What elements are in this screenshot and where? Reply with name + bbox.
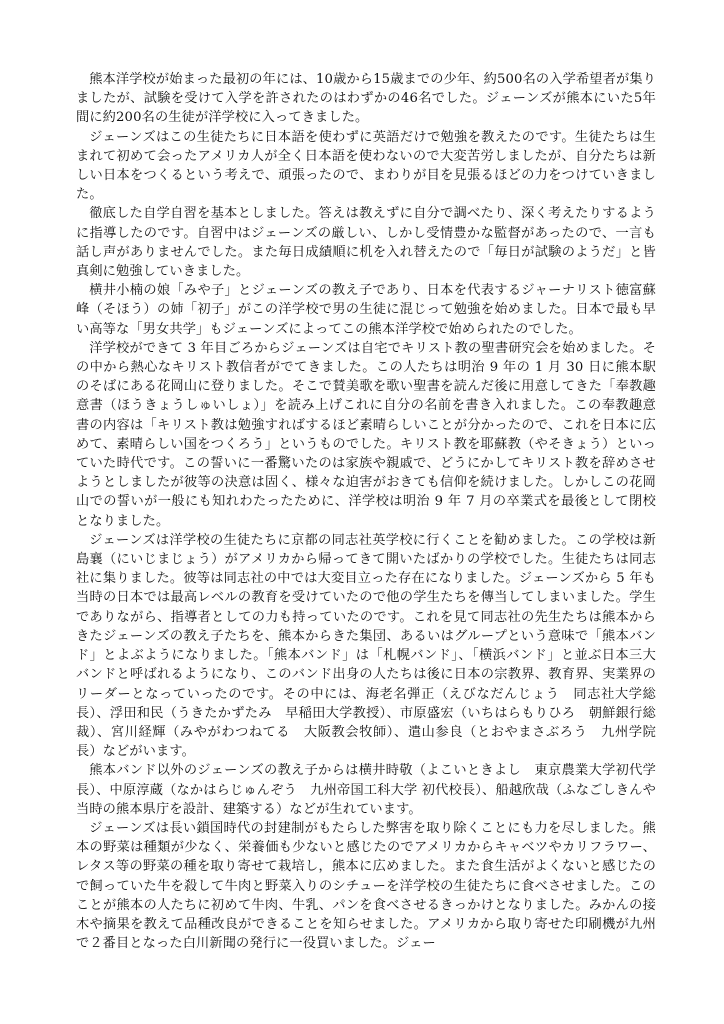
paragraph-1: 熊本洋学校が始まった最初の年には、10歳から15歳までの少年、約500名の入学希望者が集りましたが、試験を受けて入学を許されたのはわずかの46名でした。ジェーンズが熊本にいた5年間に約200名の生徒が洋学校に入ってきました。 bbox=[76, 72, 656, 126]
paragraph-8: ジェーンズは長い鎖国時代の封建制がもたらした弊害を取り除くことにも力を尽しました。熊本の野菜は種類が少なく、栄養価も少ないと感じたのでアメリカからキャベツやカリフラワー、レタス等の野菜の種を取り寄せて栽培し，熊本に広めました。また食生活がよくないと感じたので飼っていた牛を殺して牛肉と野菜入りのシチューを洋学校の生徒たちに食べさせました。このことが熊本の人たちに初めて牛肉、牛乳、パンを食べさせるきっかけとなりました。みかんの接木や摘果を教えて品種改良ができることを知らせました。アメリカから取り寄せた印刷機が九州で２番目となった白川新聞の発行に一役買いました。ジェー bbox=[76, 820, 656, 952]
paragraph-3: 徹底した自学自習を基本としました。答えは教えずに自分で調べたり、深く考えたりするように指導したのです。自習中はジェーンズの厳しい、しかし受情豊かな監督があったので、一言も話し声がありませんでした。また毎日成績順に机を入れ替えたので「毎日が試験のようだ」と皆真剣に勉強していきました。 bbox=[76, 206, 656, 280]
paragraph-7: 熊本バンド以外のジェーンズの教え子からは横井時敬（よこいときよし 東京農業大学初代学長）、中原淳蔵（なかはらじゅんぞう 九州帝国工科大学 初代校長）、船越欣哉（ふなごしきんや 当時の熊本県庁を設計、建築する）などが生れています。 bbox=[76, 763, 670, 817]
paragraph-5: 洋学校ができて 3 年目ごろからジェーンズは自宅でキリスト教の聖書研究会を始めました。その中から熱心なキリスト教信者がでてきました。この人たちは明治 9 年の 1 月 30 日に熊本駅のそばにある花岡山に登りました。そこで賛美歌を歌い聖書を読んだ後に用意してきた「奉教趣意書（ほうきょうしゅいしょ）」を読み上げこれに自分の名前を書き入れました。この奉教趣意書の内容は「キリスト教は勉強すればするほど素晴らしいことが分かったので、これを日本に広めて、素晴らしい国をつくろう」というものでした。キリスト教を耶蘇教（やそきょう）といっていた時代です。この誓いに一番驚いたのは家族や親戚で、どうにかしてキリスト教を辞めさせようとしましたが彼等の決意は固く、様々な迫害がおきても信仰を続けました。しかしこの花岡山での誓いが一般にも知れわたったために、洋学校は明治 9 年 7 月の卒業式を最後として閉校となりました。 bbox=[76, 340, 656, 529]
paragraph-4: 横井小楠の娘「みや子」とジェーンズの教え子であり、日本を代表するジャーナリスト徳富蘇峰（そほう）の姉「初子」がこの洋学校で男の生徒に混じって勉強を始めました。日本で最も早い高等な「男女共学」もジェーンズによってこの熊本洋学校で始められたのでした。 bbox=[76, 283, 656, 337]
document-body bbox=[76, 70, 670, 953]
paragraph-2: ジェーンズはこの生徒たちに日本語を使わずに英語だけで勉強を教えたのです。生徒たちは生まれて初めて会ったアメリカ人が全く日本語を使わないので大変苦労しましたが、自分たちは新しい日本をつくるという考えで、頑張ったので、まわりが目を見張るほどの力をつけていきました。 bbox=[76, 129, 656, 203]
paragraph-6: ジェーンズは洋学校の生徒たちに京都の同志社英学校に行くことを勧めました。この学校は新島襄（にいじまじょう）がアメリカから帰ってきて開いたばかりの学校でした。生徒たちは同志社に集りました。彼等は同志社の中では大変目立った存在になりました。ジェーンズから 5 年も当時の日本では最高レベルの教育を受けていたので他の学生たちを傳当してしまいました。学生でありながら、指導者としての力も持っていたのです。これを見て同志社の先生たちは熊本からきたジェーンズの教え子たちを、熊本からきた集団、あるいはグループという意味で「熊本バンド」とよぶようになりました。「熊本バンド」は「札幌バンド」、「横浜バンド」と並ぶ日本三大バンドと呼ばれるようになり、このバンド出身の人たちは後に日本の宗教界、教育界、実業界のリーダーとなっていったのです。その中には、海老名弾正（えびなだんじょう 同志社大学総長）、浮田和民（うきたかずたみ 早稲田大学教授）、市原盛宏（いちはらもりひろ 朝鮮銀行総裁）、宮川経輝（みやがわつねてる 大阪教会牧師）、遣山参良（とおやまさぶろう 九州学院長）などがいます。 bbox=[76, 532, 656, 760]
